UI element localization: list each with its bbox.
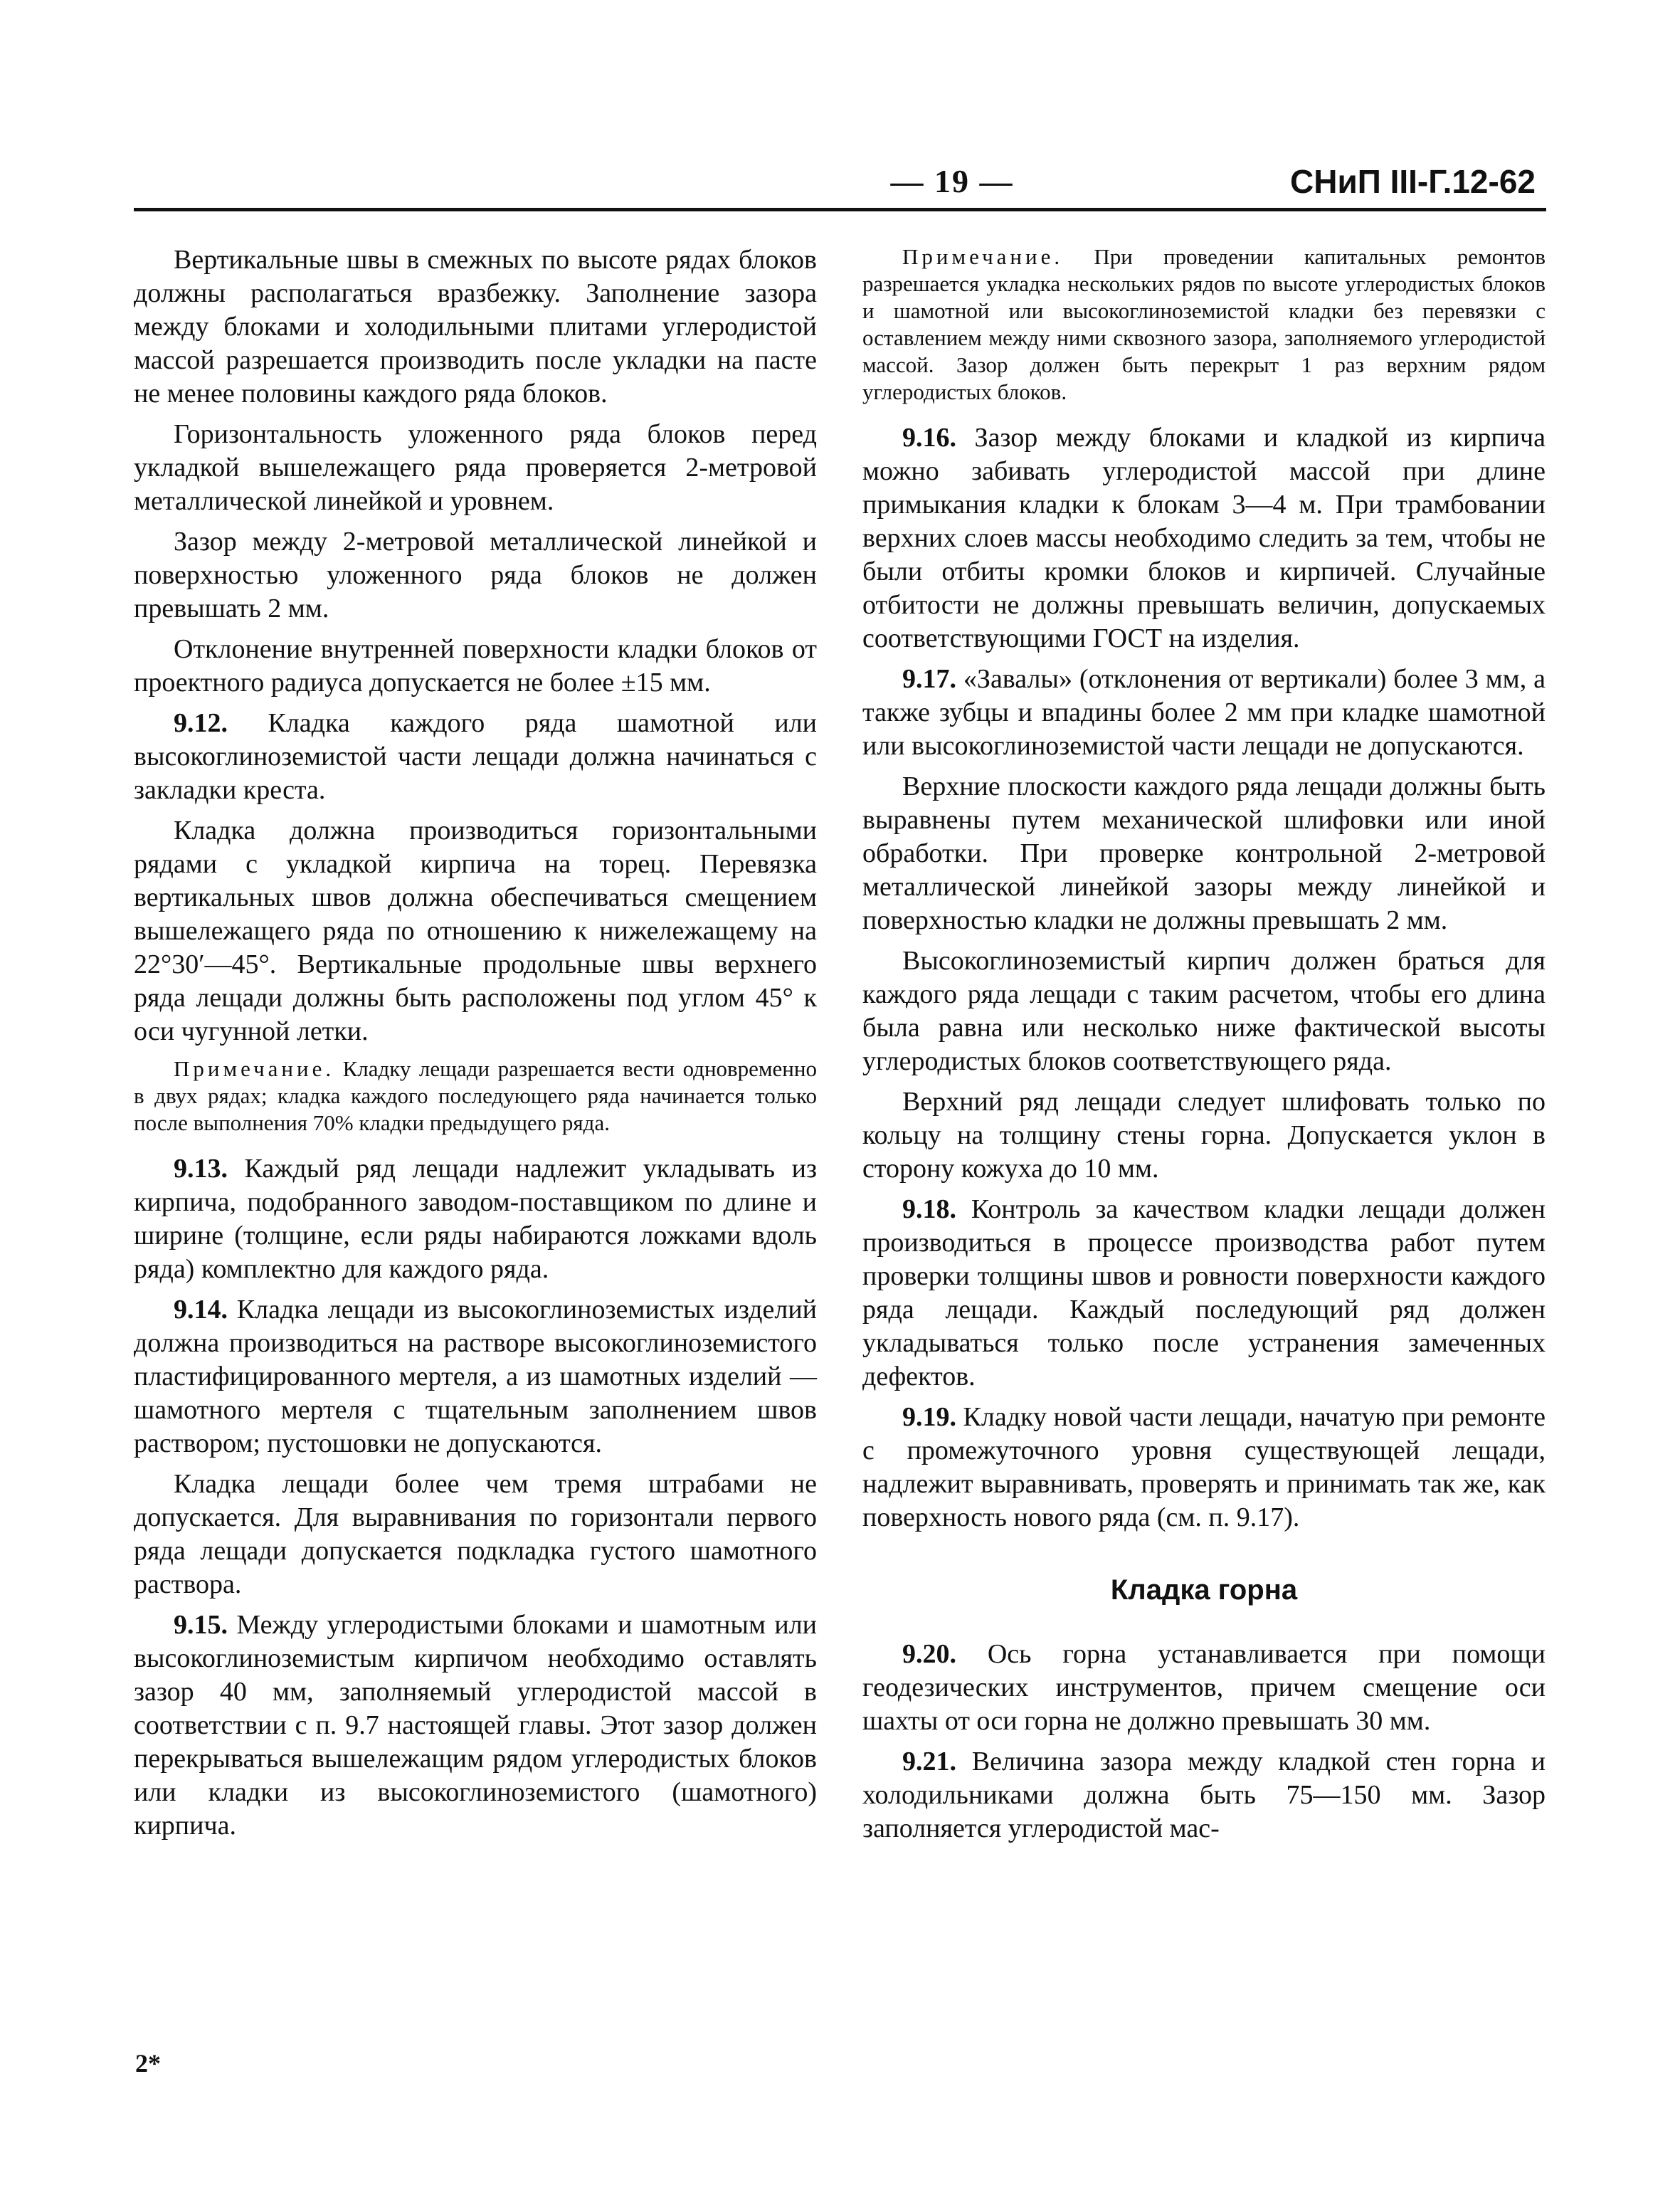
section-9-13 bbox=[134, 1152, 817, 1286]
signature-mark: 2* bbox=[135, 2049, 161, 2078]
section-number: 9.19. bbox=[902, 1402, 956, 1432]
section-number: 9.20. bbox=[902, 1639, 956, 1669]
section-text: Кладка лещади из высокоглиноземистых изделий должна производиться на растворе высокоглиноземистого пластифицированного мертеля, а из шамотных изделий — шамотного мертеля с тщательным заполнением швов раствором; пустошовки не допускаются. bbox=[134, 1295, 817, 1458]
section-text: Контроль за качеством кладки лещади должен производиться в процессе производства работ путем проверки толщины швов и ровности поверхности каждого ряда лещади. Каждый последующий ряд должен укладываться только после устранения замеченных дефектов. bbox=[862, 1194, 1546, 1391]
paragraph: Верхние плоскости каждого ряда лещади должны быть выравнены путем механической шлифовки или иной обработки. При проверке контрольной 2-метровой металлической линейкой зазоры между линейкой и поверхностью кладки не должны превышать 2 мм. bbox=[862, 772, 1546, 935]
section-number: 9.17. bbox=[902, 664, 956, 694]
section-9-14 bbox=[134, 1293, 817, 1460]
section-text: Между углеродистыми блоками и шамотным или высокоглиноземистым кирпичом необходимо оставлять зазор 40 мм, заполняемый углеродистой массой в соответствии с п. 9.7 настоящей главы. Этот зазор должен перекрываться вышележащим рядом углеродистых блоков или кладки из высокоглиноземистого (шамотного) кирпича. bbox=[134, 1610, 817, 1841]
paragraph: Горизонтальность уложенного ряда блоков перед укладкой вышележащего ряда проверяется 2-метровой металлической линейкой и уровнем. bbox=[134, 419, 817, 516]
note bbox=[862, 243, 1546, 406]
section-number: 9.12. bbox=[174, 708, 228, 738]
section-text: «Завалы» (отклонения от вертикали) более 3 мм, а также зубцы и впадины более 2 мм при кладке шамотной или высокоглиноземистой части лещади не допускаются. bbox=[862, 664, 1546, 761]
section-9-18 bbox=[862, 1193, 1546, 1394]
note-label: Примечание. bbox=[174, 1056, 335, 1081]
section-number: 9.16. bbox=[902, 423, 956, 453]
section-9-19 bbox=[862, 1401, 1546, 1534]
section-heading: Кладка горна bbox=[1110, 1574, 1298, 1606]
section-text: Ось горна устанавливается при помощи геодезических инструментов, причем смещение оси шахты от оси горна не должно превышать 30 мм. bbox=[862, 1639, 1546, 1736]
note-text: При проведении капитальных ремонтов разрешается укладка нескольких рядов по высоте углеродистых блоков и шамотной или высокоглиноземистой кладки без перевязки с оставлением между ними сквозного зазора, заполняемого углеродистой массой. Зазор должен быть перекрыт 1 раз верхним рядом углеродистых блоков. bbox=[862, 244, 1546, 404]
paragraph: Кладка должна производиться горизонтальными рядами с укладкой кирпича на торец. Перевязка вертикальных швов должна обеспечиваться смещением вышележащего ряда по отношению к нижележащему на 22°30′—45°. Вертикальные продольные швы верхнего ряда лещади должны быть расположены под углом 45° к оси чугунной летки. bbox=[134, 816, 817, 1046]
left-column bbox=[134, 243, 817, 1850]
document-code: СНиП III-Г.12-62 bbox=[1290, 163, 1536, 200]
paragraph: Отклонение внутренней поверхности кладки блоков от проектного радиуса допускается не более ±15 мм. bbox=[134, 634, 817, 697]
note-label: Примечание. bbox=[902, 244, 1064, 269]
right-column bbox=[862, 243, 1546, 1853]
section-number: 9.13. bbox=[174, 1154, 228, 1184]
section-text: Каждый ряд лещади надлежит укладывать из кирпича, подобранного заводом-поставщиком по длине и ширине (толщине, если ряды набираются ложками вдоль ряда) комплектно для каждого ряда. bbox=[134, 1154, 817, 1284]
paragraph: Зазор между 2-метровой металлической линейкой и поверхностью уложенного ряда блоков не должен превышать 2 мм. bbox=[134, 527, 817, 623]
section-text: Величина зазора между кладкой стен горна и холодильниками должна быть 75—150 мм. Зазор заполняется углеродистой мас- bbox=[862, 1747, 1546, 1843]
section-9-17 bbox=[862, 663, 1546, 763]
header-rule bbox=[134, 208, 1546, 211]
paragraph: Вертикальные швы в смежных по высоте рядах блоков должны располагаться вразбежку. Заполнение зазора между блоками и холодильными плитами углеродистой массой разрешается производить после укладки на пасте не менее половины каждого ряда блоков. bbox=[134, 245, 817, 409]
paragraph: Высокоглиноземистый кирпич должен браться для каждого ряда лещади с таким расчетом, чтобы его длина была равна или несколько ниже фактической высоты углеродистых блоков соответствующего ряда. bbox=[862, 946, 1546, 1076]
note-text: Кладку лещади разрешается вести одновременно в двух рядах; кладка каждого последующего ряда начинается только после выполнения 70% кладки предыдущего ряда. bbox=[134, 1056, 817, 1135]
section-text: Кладка каждого ряда шамотной или высокоглиноземистой части лещади должна начинаться с закладки креста. bbox=[134, 708, 817, 805]
section-number: 9.14. bbox=[174, 1295, 228, 1325]
section-number: 9.18. bbox=[902, 1194, 956, 1224]
page-header bbox=[134, 162, 1550, 205]
section-9-15 bbox=[134, 1609, 817, 1843]
paragraph: Верхний ряд лещади следует шлифовать только по кольцу на толщину стены горна. Допускается уклон в сторону кожуха до 10 мм. bbox=[862, 1087, 1546, 1184]
section-number: 9.21. bbox=[902, 1747, 956, 1776]
section-9-16 bbox=[862, 421, 1546, 656]
section-9-12 bbox=[134, 707, 817, 807]
section-text: Зазор между блоками и кладкой из кирпича можно забивать углеродистой массой при длине примыкания кладки к блокам 3—4 м. При трамбовании верхних слоев массы необходимо следить за тем, чтобы не были отбиты кромки блоков и кирпичей. Случайные отбитости не должны превышать величин, допускаемых соответствующими ГОСТ на изделия. bbox=[862, 423, 1546, 653]
note bbox=[134, 1055, 817, 1137]
paragraph: Кладка лещади более чем тремя штрабами не допускается. Для выравнивания по горизонтали первого ряда лещади допускается подкладка густого шамотного раствора. bbox=[134, 1469, 817, 1599]
section-9-21 bbox=[862, 1745, 1546, 1846]
page-number: — 19 — bbox=[890, 163, 1014, 199]
section-number: 9.15. bbox=[174, 1610, 228, 1640]
section-text: Кладку новой части лещади, начатую при ремонте с промежуточного уровня существующей лещади, надлежит выравнивать, проверять и принимать так же, как поверхность нового ряда (см. п. 9.17). bbox=[862, 1402, 1546, 1532]
section-9-20 bbox=[862, 1638, 1546, 1738]
